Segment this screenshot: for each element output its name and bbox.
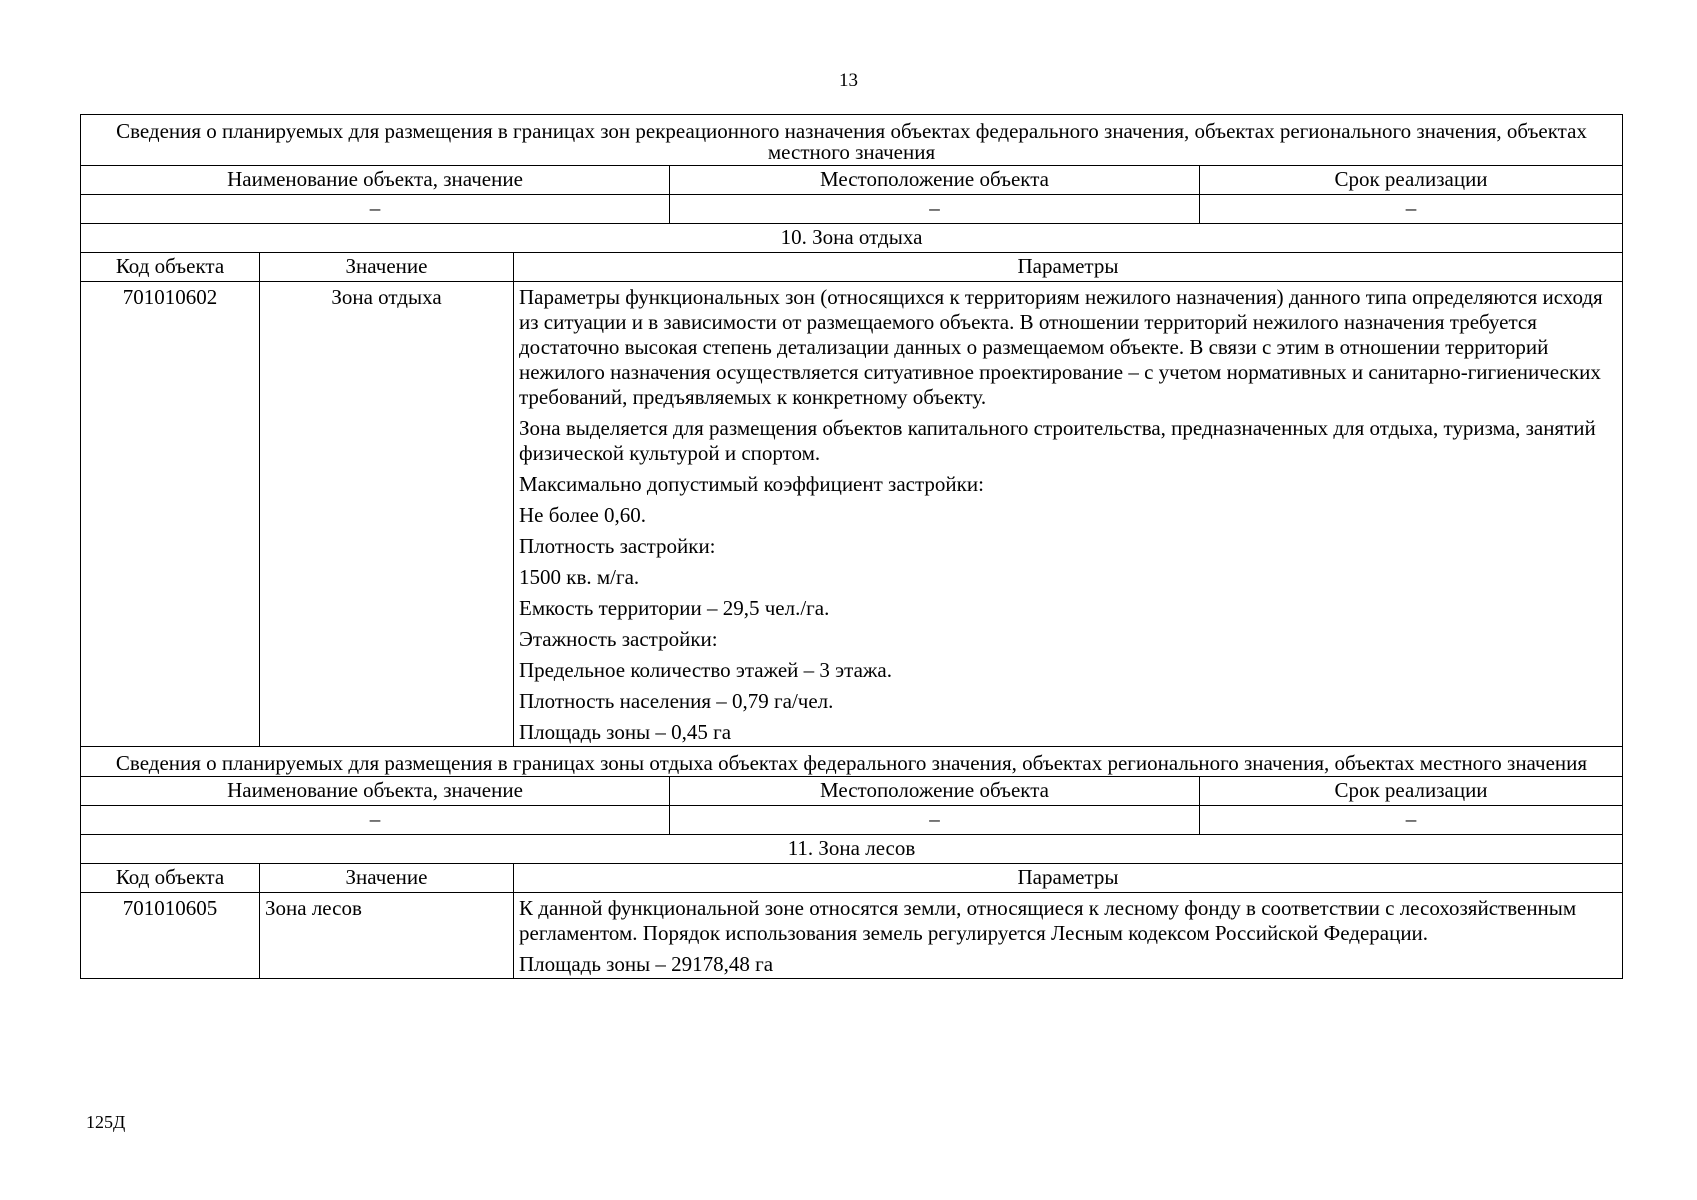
document-code: 125Д	[86, 1112, 126, 1132]
info-header-rest-zone: Сведения о планируемых для размещения в границах зоны отдыха объектах федерального значения, объектах регионального значения, объектах местного значения	[81, 747, 1623, 777]
zone-data-row	[81, 893, 1623, 979]
object-name-value: –	[81, 195, 670, 224]
parameter-text: Площадь зоны – 0,45 га	[519, 720, 732, 744]
parameter-text: Площадь зоны – 29178,48 га	[519, 952, 774, 976]
col-implementation-period: Срок реализации	[1200, 166, 1623, 195]
zone-columns-row	[81, 864, 1623, 893]
col-parameters: Параметры	[514, 864, 1623, 893]
objects-values-row	[81, 195, 1623, 224]
implementation-period-value: –	[1200, 806, 1623, 835]
zone-title-row	[81, 224, 1623, 253]
parameter-text: К данной функциональной зоне относятся земли, относящиеся к лесному фонду в соответствии с лесохозяйственным регламентом. Порядок использования земель регулируется Лесным кодексом Российской Федерации.	[519, 896, 1577, 945]
object-value: Зона отдыха	[260, 282, 514, 747]
zone-data-row	[81, 282, 1623, 747]
col-implementation-period: Срок реализации	[1200, 777, 1623, 806]
parameter-text: Параметры функциональных зон (относящихся к территориям нежилого назначения) данного типа определяются исходя из ситуации и в зависимости от размещаемого объекта. В отношении территорий нежилого назначения требуется достаточно высокая степень детализации данных о размещаемом объекте. В связи с этим в отношении территорий нежилого назначения осуществляется ситуативное проектирование – с учетом нормативных и санитарно-гигиенических требований, предъявляемых к конкретному объекту.	[519, 285, 1603, 409]
object-parameters	[514, 282, 1623, 747]
info-header-row	[81, 115, 1623, 166]
zone-title-row	[81, 835, 1623, 864]
parameter-text: Плотность населения – 0,79 га/чел.	[519, 689, 834, 713]
col-object-name: Наименование объекта, значение	[81, 166, 670, 195]
object-location-value: –	[670, 195, 1200, 224]
object-parameters	[514, 893, 1623, 979]
parameter-text: Зона выделяется для размещения объектов капитального строительства, предназначенных для отдыха, туризма, занятий физической культурой и спортом.	[519, 416, 1596, 465]
objects-columns-row	[81, 777, 1623, 806]
info-header-row	[81, 747, 1623, 777]
zone-title-rest: 10. Зона отдыха	[81, 224, 1623, 253]
object-location-value: –	[670, 806, 1200, 835]
info-header-recreation: Сведения о планируемых для размещения в границах зон рекреационного назначения объектах федерального значения, объектах регионального значения, объектах местного значения	[81, 115, 1623, 166]
col-parameters: Параметры	[514, 253, 1623, 282]
objects-values-row	[81, 806, 1623, 835]
zone-columns-row	[81, 253, 1623, 282]
col-object-code: Код объекта	[81, 864, 260, 893]
parameter-text: Этажность застройки:	[519, 627, 718, 651]
object-name-value: –	[81, 806, 670, 835]
parameter-text: Не более 0,60.	[519, 503, 647, 527]
page-number: 13	[839, 70, 858, 91]
col-object-location: Местоположение объекта	[670, 166, 1200, 195]
objects-columns-row	[81, 166, 1623, 195]
col-value: Значение	[260, 864, 514, 893]
object-code: 701010605	[81, 893, 260, 979]
parameter-text: Предельное количество этажей – 3 этажа.	[519, 658, 892, 682]
object-value: Зона лесов	[260, 893, 514, 979]
parameter-text: Плотность застройки:	[519, 534, 716, 558]
zones-table	[80, 114, 1623, 979]
col-object-code: Код объекта	[81, 253, 260, 282]
parameter-text: Максимально допустимый коэффициент застройки:	[519, 472, 984, 496]
col-object-location: Местоположение объекта	[670, 777, 1200, 806]
parameter-text: Емкость территории – 29,5 чел./га.	[519, 596, 830, 620]
zone-title-forest: 11. Зона лесов	[81, 835, 1623, 864]
col-value: Значение	[260, 253, 514, 282]
object-code: 701010602	[81, 282, 260, 747]
implementation-period-value: –	[1200, 195, 1623, 224]
col-object-name: Наименование объекта, значение	[81, 777, 670, 806]
parameter-text: 1500 кв. м/га.	[519, 565, 640, 589]
